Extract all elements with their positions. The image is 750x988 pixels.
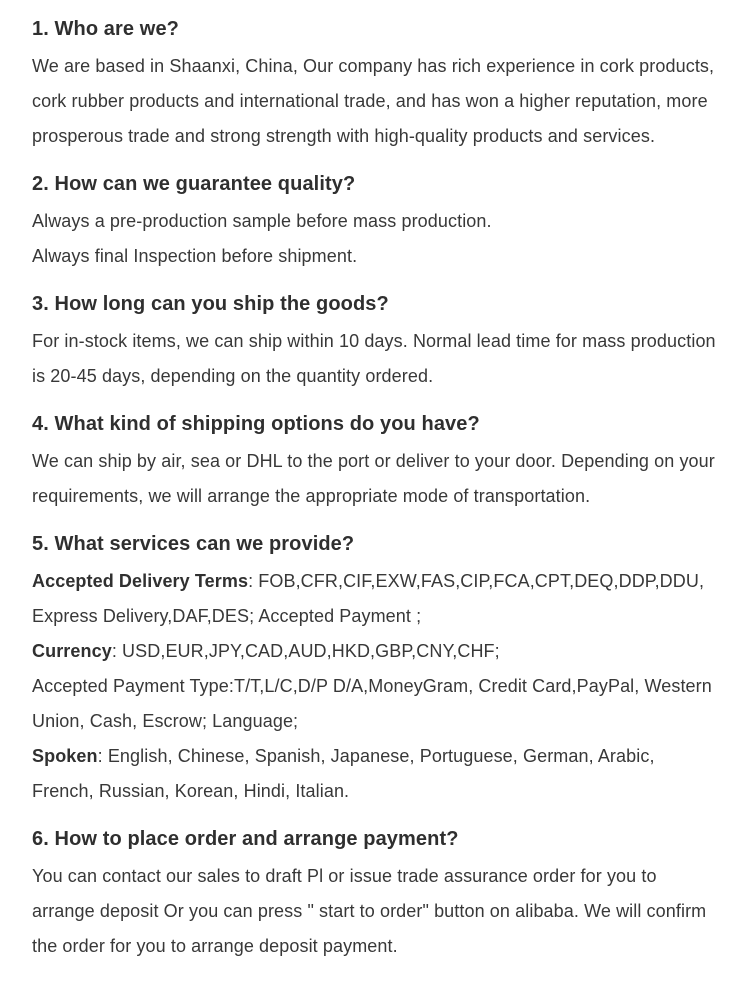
faq-paragraph	[32, 739, 720, 809]
faq-section-place-order	[32, 824, 720, 964]
paragraph-lead-label: Spoken	[32, 746, 98, 766]
faq-paragraph: We are based in Shaanxi, China, Our company has rich experience in cork products, cork rubber products and international trade, and has won a higher reputation, more prosperous trade and strong strength with high-quality products and services.	[32, 56, 715, 146]
faq-paragraph: Always final Inspection before shipment.	[32, 246, 358, 266]
faq-heading: 3. How long can you ship the goods?	[32, 293, 389, 315]
faq-section-services	[32, 529, 720, 809]
faq-heading: 6. How to place order and arrange payment?	[32, 828, 459, 850]
paragraph-lead-label: Accepted Delivery Terms	[32, 571, 249, 591]
faq-paragraph	[32, 564, 720, 634]
paragraph-text: : English, Chinese, Spanish, Japanese, Portuguese, German, Arabic, French, Russian, Korean, Hindi, Italian.	[32, 746, 655, 801]
faq-section-shipping-time	[32, 289, 720, 394]
faq-paragraph: Always a pre-production sample before mass production.	[32, 211, 492, 231]
faq-heading: 1. Who are we?	[32, 18, 179, 40]
faq-heading: 4. What kind of shipping options do you have?	[32, 413, 480, 435]
faq-paragraph	[32, 634, 720, 669]
faq-paragraph: Accepted Payment Type:T/T,L/C,D/P D/A,MoneyGram, Credit Card,PayPal, Western Union, Cash, Escrow; Language;	[32, 676, 712, 731]
faq-paragraph: You can contact our sales to draft Pl or issue trade assurance order for you to arrange deposit Or you can press " start to order" button on alibaba. We will confirm the order for you to arrange deposit payment.	[32, 866, 707, 956]
faq-heading: 2. How can we guarantee quality?	[32, 173, 356, 195]
faq-paragraph: We can ship by air, sea or DHL to the port or deliver to your door. Depending on your requirements, we will arrange the appropriate mode of transportation.	[32, 451, 715, 506]
faq-heading: 5. What services can we provide?	[32, 533, 355, 555]
paragraph-lead-label: Currency	[32, 641, 112, 661]
paragraph-text: : FOB,CFR,CIF,EXW,FAS,CIP,FCA,CPT,DEQ,DDP,DDU, Express Delivery,DAF,DES; Accepted Payment ;	[32, 571, 705, 626]
faq-section-who-are-we	[32, 14, 720, 154]
faq-paragraph: For in-stock items, we can ship within 10 days. Normal lead time for mass production is 20-45 days, depending on the quantity ordered.	[32, 331, 716, 386]
faq-section-shipping-options	[32, 409, 720, 514]
paragraph-text: : USD,EUR,JPY,CAD,AUD,HKD,GBP,CNY,CHF;	[111, 641, 500, 661]
faq-section-guarantee-quality	[32, 169, 720, 274]
